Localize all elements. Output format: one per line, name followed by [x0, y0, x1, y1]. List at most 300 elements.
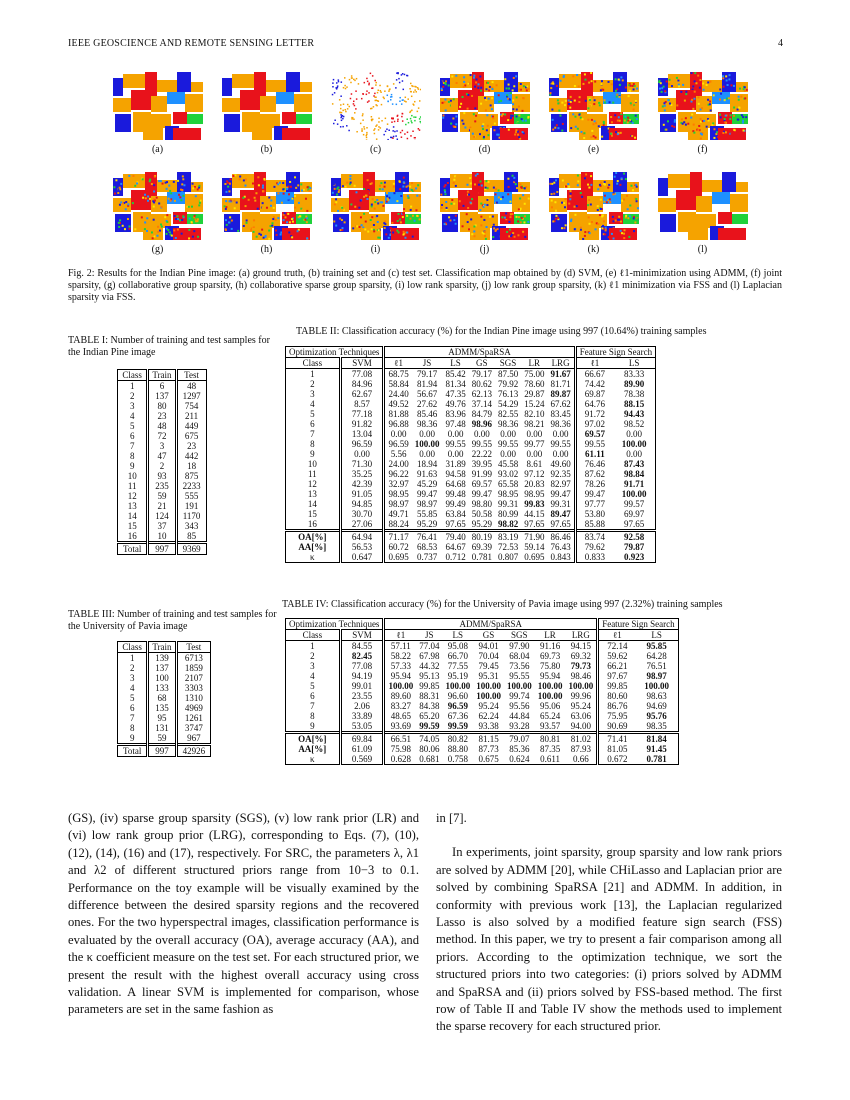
map-noise: [263, 178, 265, 180]
map-noise: [505, 195, 507, 197]
map-region: [222, 78, 232, 96]
map-noise: [261, 187, 263, 189]
column-header: Test: [176, 370, 206, 381]
map-noise: [480, 90, 482, 92]
map-noise: [369, 183, 371, 185]
map-noise: [578, 101, 580, 103]
map-region: [712, 192, 730, 204]
map-noise: [161, 183, 163, 185]
map-noise: [594, 137, 596, 139]
table-row: [286, 651, 679, 661]
map-noise: [125, 205, 127, 207]
table-cell: 47: [148, 451, 176, 461]
table-cell: 84.38: [419, 701, 440, 711]
map-noise: [366, 198, 368, 200]
map-noise: [486, 199, 488, 201]
table-row: [286, 711, 679, 721]
map-noise: [131, 202, 133, 204]
map-noise: [509, 183, 511, 185]
map-noise: [337, 191, 339, 193]
table-cell: 37.14: [471, 399, 492, 409]
map-noise: [669, 76, 671, 78]
map-noise: [514, 183, 516, 185]
table-cell: 99.55: [497, 439, 519, 449]
table-cell: 76.41: [412, 531, 443, 543]
map-noise: [583, 235, 585, 237]
table-cell: 0.00: [500, 449, 516, 459]
map-noise: [225, 191, 227, 193]
map-noise: [402, 218, 404, 220]
map-noise: [244, 185, 246, 187]
table-cell: 98.97: [646, 671, 667, 681]
map-noise: [494, 135, 496, 137]
table-cell: 95.55: [509, 671, 530, 681]
table-row: [118, 511, 207, 521]
header-row: [286, 358, 656, 369]
map-pixel: [392, 130, 394, 132]
map-noise: [520, 118, 522, 120]
table-row: [118, 531, 207, 543]
map-pixel: [332, 86, 334, 88]
table-row: [118, 421, 207, 431]
map-noise: [492, 224, 494, 226]
table-cell: 1261: [176, 713, 211, 723]
map-noise: [507, 178, 509, 180]
summary-row: [286, 754, 679, 765]
map-pixel: [368, 83, 370, 85]
map-noise: [519, 221, 521, 223]
map-noise: [441, 204, 443, 206]
map-noise: [284, 216, 286, 218]
map-region: [282, 128, 310, 140]
table-cell: 0.00: [340, 449, 384, 459]
column-header: SGS: [504, 630, 535, 641]
map-noise: [561, 123, 563, 125]
map-noise: [382, 205, 384, 207]
map-noise: [244, 228, 246, 230]
map-pixel: [333, 92, 335, 94]
map-noise: [443, 189, 445, 191]
table-cell: 60.72: [384, 542, 412, 552]
map-pixel: [353, 105, 355, 107]
map-noise: [142, 197, 144, 199]
map-noise: [583, 137, 585, 139]
map-noise: [381, 188, 383, 190]
map-noise: [261, 194, 263, 196]
map-noise: [738, 107, 740, 109]
table-cell: 76.13: [497, 389, 519, 399]
map-pixel: [340, 81, 342, 83]
map-region: [191, 82, 203, 92]
map-noise: [385, 183, 387, 185]
map-noise: [473, 75, 475, 77]
map-noise: [183, 184, 185, 186]
map-noise: [123, 228, 125, 230]
map-noise: [509, 92, 511, 94]
map-noise: [602, 220, 604, 222]
map-pixel: [379, 127, 381, 129]
map-pixel: [409, 88, 411, 90]
table-cell: 71.17: [384, 531, 412, 543]
map-noise: [488, 86, 490, 88]
map-noise: [572, 217, 574, 219]
map-region: [593, 180, 613, 192]
table-cell: 0.758: [447, 754, 468, 764]
map-noise: [396, 200, 398, 202]
map-noise: [462, 86, 464, 88]
table-cell: 78.38: [623, 389, 645, 399]
map-noise: [272, 207, 274, 209]
map-noise: [684, 124, 686, 126]
map-noise: [634, 221, 636, 223]
map-noise: [663, 102, 665, 104]
table-cell: 8.61: [526, 459, 543, 469]
map-noise: [492, 236, 494, 238]
map-noise: [624, 116, 626, 118]
map-noise: [474, 183, 476, 185]
map-noise: [490, 223, 492, 225]
map-noise: [305, 221, 307, 223]
map-noise: [474, 107, 476, 109]
panel-label: (f): [697, 144, 708, 155]
map-noise: [584, 216, 586, 218]
map-noise: [707, 81, 709, 83]
map-noise: [475, 81, 477, 83]
map-noise: [191, 183, 193, 185]
map-region: [300, 82, 312, 92]
header-row: [118, 642, 211, 653]
map-pixel: [373, 129, 375, 131]
figure-panel-c: [328, 72, 423, 155]
map-noise: [335, 201, 337, 203]
map-noise: [473, 235, 475, 237]
map-noise: [659, 82, 661, 84]
map-pixel: [395, 87, 397, 89]
map-noise: [623, 237, 625, 239]
map-noise: [172, 181, 174, 183]
map-noise: [296, 230, 298, 232]
table-cell: 2107: [176, 673, 211, 683]
map-noise: [615, 131, 617, 133]
map-noise: [257, 184, 259, 186]
map-noise: [509, 216, 511, 218]
map-region: [331, 198, 349, 212]
map-noise: [627, 190, 629, 192]
map-noise: [661, 87, 663, 89]
table-cell: 87.43: [623, 459, 645, 469]
map-noise: [722, 75, 724, 77]
map-region: [276, 92, 294, 104]
map-noise: [466, 197, 468, 199]
table-cell: AA[%]: [298, 542, 327, 552]
map-noise: [614, 90, 616, 92]
map-noise: [599, 208, 601, 210]
table-cell: 94.43: [623, 409, 645, 419]
map-noise: [233, 200, 235, 202]
table-cell: 1310: [176, 693, 211, 703]
map-pixel: [416, 111, 418, 113]
map-noise: [497, 196, 499, 198]
table-cell: 1: [310, 369, 315, 379]
column-header: GS: [473, 630, 504, 641]
map-noise: [463, 76, 465, 78]
map-noise: [514, 131, 516, 133]
map-noise: [518, 187, 520, 189]
map-pixel: [384, 118, 386, 120]
map-noise: [519, 83, 521, 85]
map-pixel: [379, 85, 381, 87]
map-pixel: [377, 129, 379, 131]
map-noise: [579, 117, 581, 119]
table-cell: 79.73: [570, 661, 591, 671]
map-noise: [472, 113, 474, 115]
map-noise: [520, 186, 522, 188]
table-cell: 83.74: [575, 531, 613, 543]
map-noise: [335, 225, 337, 227]
map-noise: [156, 235, 158, 237]
map-noise: [693, 80, 695, 82]
map-noise: [603, 201, 605, 203]
table-cell: 0.781: [471, 552, 492, 562]
table-cell: 79.17: [471, 369, 492, 379]
map-noise: [134, 185, 136, 187]
table-cell: 99.55: [575, 439, 613, 449]
map-noise: [742, 137, 744, 139]
table-cell: 62.67: [340, 389, 384, 399]
map-pixel: [331, 94, 333, 96]
table-cell: 80.81: [535, 733, 566, 745]
map-noise: [454, 215, 456, 217]
map-noise: [616, 75, 618, 77]
map-noise: [187, 206, 189, 208]
table-cell: 83.27: [384, 701, 416, 711]
map-noise: [275, 226, 277, 228]
map-noise: [590, 136, 592, 138]
map-pixel: [387, 101, 389, 103]
map-noise: [579, 229, 581, 231]
map-noise: [153, 190, 155, 192]
map-noise: [413, 220, 415, 222]
map-pixel: [376, 124, 378, 126]
map-region: [718, 228, 746, 240]
table-row: [286, 449, 656, 459]
table-cell: 68.53: [416, 542, 438, 552]
map-pixel: [366, 132, 368, 134]
map-region: [222, 98, 240, 112]
map-pixel: [414, 89, 416, 91]
map-noise: [452, 117, 454, 119]
map-pixel: [401, 120, 403, 122]
map-noise: [117, 222, 119, 224]
map-region: [341, 174, 363, 188]
table-cell: 94.19: [340, 671, 384, 681]
map-region: [696, 214, 716, 228]
map-pixel: [407, 122, 409, 124]
map-noise: [339, 224, 341, 226]
map-noise: [480, 184, 482, 186]
map-noise: [631, 135, 633, 137]
table-cell: 1859: [176, 663, 211, 673]
map-noise: [471, 133, 473, 135]
table-cell: 49.52: [384, 399, 412, 409]
map-noise: [515, 115, 517, 117]
map-noise: [169, 200, 171, 202]
map-noise: [591, 130, 593, 132]
table-row: [286, 721, 679, 733]
map-noise: [619, 184, 621, 186]
table-cell: 4: [129, 411, 135, 421]
map-noise: [146, 217, 148, 219]
map-noise: [172, 198, 174, 200]
map-noise: [742, 120, 744, 122]
table-row: [118, 441, 207, 451]
table-row: [118, 471, 207, 481]
table-cell: 95.76: [646, 711, 667, 721]
map-region: [177, 72, 191, 92]
map-noise: [271, 225, 273, 227]
map-noise: [709, 81, 711, 83]
map-noise: [475, 78, 477, 80]
map-pixel: [365, 139, 367, 140]
map-noise: [480, 103, 482, 105]
table-cell: 99.31: [497, 499, 519, 509]
map-noise: [507, 186, 509, 188]
map-noise: [491, 81, 493, 83]
map-pixel: [391, 121, 393, 123]
map-noise: [486, 204, 488, 206]
map-region: [676, 190, 696, 210]
map-noise: [279, 199, 281, 201]
map-noise: [498, 101, 500, 103]
table-cell: 99.49: [445, 499, 466, 509]
map-noise: [575, 205, 577, 207]
map-region: [403, 194, 421, 212]
map-noise: [678, 78, 680, 80]
map-noise: [409, 186, 411, 188]
map-noise: [409, 209, 411, 211]
map-noise: [254, 200, 256, 202]
map-noise: [697, 129, 699, 131]
map-noise: [507, 75, 509, 77]
table-cell: 12: [307, 479, 317, 489]
map-pixel: [339, 108, 341, 110]
map-pixel: [344, 85, 346, 87]
map-noise: [273, 201, 275, 203]
map-noise: [712, 122, 714, 124]
map-pixel: [384, 90, 386, 92]
column-header: SVM: [340, 358, 384, 369]
map-noise: [304, 198, 306, 200]
table1: [117, 369, 207, 555]
map-noise: [673, 121, 675, 123]
table-cell: 69.87: [575, 389, 613, 399]
panel-label: (j): [479, 244, 490, 255]
map-noise: [359, 216, 361, 218]
table-cell: 84.55: [340, 641, 384, 652]
map-noise: [709, 109, 711, 111]
map-pixel: [336, 123, 338, 125]
table-row: [286, 489, 656, 499]
table-cell: 98.95: [384, 489, 412, 499]
map-noise: [554, 218, 556, 220]
table-cell: 21: [148, 501, 176, 511]
table-cell: 37: [148, 521, 176, 531]
table-cell: 86.76: [598, 701, 636, 711]
table-cell: 64.94: [340, 531, 384, 543]
map-noise: [517, 216, 519, 218]
map-noise: [523, 187, 525, 189]
map-noise: [491, 97, 493, 99]
map-noise: [163, 185, 165, 187]
table-cell: 66.21: [598, 661, 636, 671]
map-pixel: [337, 81, 339, 83]
map-noise: [612, 220, 614, 222]
map-region: [395, 172, 409, 192]
map-noise: [661, 105, 663, 107]
map-region: [702, 180, 722, 192]
map-pixel: [339, 126, 341, 128]
table-cell: 99.31: [550, 499, 571, 509]
table-cell: 85.42: [445, 369, 466, 379]
map-noise: [226, 180, 228, 182]
map-noise: [613, 173, 615, 175]
map-noise: [608, 193, 610, 195]
group-header: Optimization Techniques: [286, 347, 384, 358]
map-noise: [612, 193, 614, 195]
map-noise: [554, 127, 556, 129]
map-noise: [615, 172, 617, 174]
map-noise: [691, 99, 693, 101]
map-pixel: [378, 126, 380, 128]
map-noise: [592, 96, 594, 98]
table-cell: 98.96: [471, 419, 492, 429]
table-row: [118, 481, 207, 491]
map-noise: [636, 188, 638, 190]
table-cell: 8.57: [340, 399, 384, 409]
map-pixel: [397, 120, 399, 122]
map-noise: [737, 99, 739, 101]
map-noise: [273, 186, 275, 188]
map-noise: [291, 236, 293, 238]
map-noise: [289, 186, 291, 188]
map-noise: [470, 218, 472, 220]
map-noise: [670, 117, 672, 119]
table-cell: 87.62: [575, 469, 613, 479]
map-noise: [553, 182, 555, 184]
map-noise: [505, 87, 507, 89]
map-noise: [146, 200, 148, 202]
panel-label: (e): [587, 144, 600, 155]
table-cell: 82.10: [524, 409, 545, 419]
map-noise: [623, 233, 625, 235]
map-pixel: [417, 107, 419, 109]
figure-caption: Fig. 2: Results for the Indian Pine image: (a) ground truth, (b) training set and (c) test set. Classification map obtained by (d) SVM, (e) ℓ1-minimization using ADMM, (f) joint sparsity, (g) collaborative group sparsity, (h) collaborative sparse group sparsity, (i) low rank sparsity, (j) low rank group sparsity, (k) ℓ1 minimization via FSS and (l) Laplacian sparsity via FSS.: [68, 268, 782, 303]
table-cell: 124: [148, 511, 176, 521]
map-noise: [587, 204, 589, 206]
map-noise: [511, 115, 513, 117]
map-noise: [444, 193, 446, 195]
table-cell: 0.00: [384, 429, 412, 439]
table-cell: 81.15: [473, 733, 504, 745]
map-pixel: [395, 79, 397, 81]
table3: [117, 641, 211, 757]
map-noise: [442, 114, 444, 116]
map-pixel: [340, 114, 342, 116]
map-noise: [228, 183, 230, 185]
map-noise: [123, 179, 125, 181]
panel-label: (i): [370, 244, 381, 255]
column-header: LS: [636, 630, 679, 641]
